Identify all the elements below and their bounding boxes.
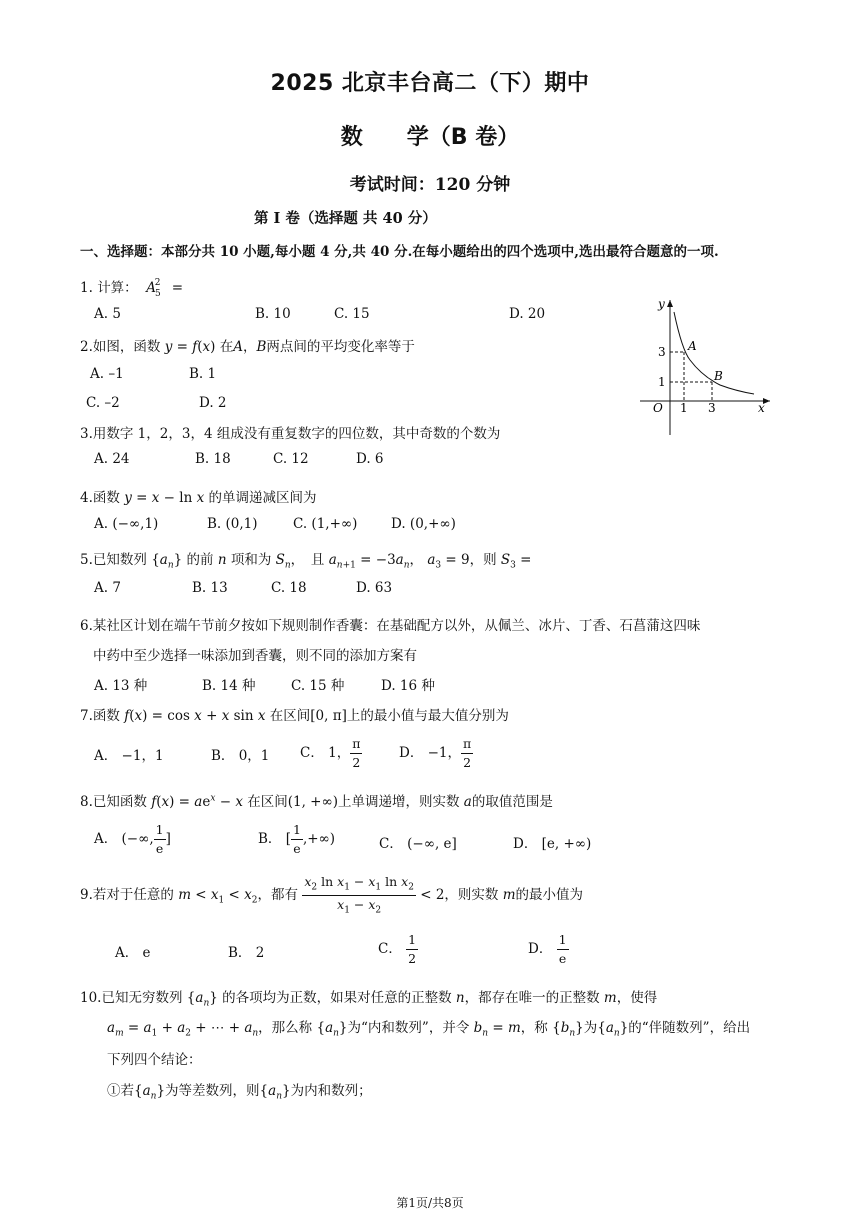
question-3-stem: 用数字 1，2，3，4 组成没有重复数字的四位数，其中奇数的个数为 (92, 426, 501, 442)
graph-y-label: y (658, 297, 665, 311)
math-a: a (463, 794, 472, 810)
math-fx-aex: $f(x) = ae^x - x$ (151, 793, 243, 810)
q7-option-d[interactable]: D． −1， $\frac{\pi}{2}$ (399, 736, 472, 770)
question-8 (80, 790, 553, 810)
question-10-stem-l2a: ，那么称 (258, 1020, 313, 1036)
question-1-stem: 计算： (97, 280, 138, 296)
question-10-item-1b: 为等差数列，则 (165, 1083, 260, 1099)
exam-title: 2025 北京丰台高二（下）期中 (270, 71, 590, 96)
q9-option-c[interactable]: C． $\frac{1}{2}$ (378, 932, 417, 966)
question-2 (80, 335, 415, 355)
graph-point-b: B (714, 369, 723, 383)
graph-point-a: A (688, 339, 697, 353)
math-n: n (217, 552, 227, 568)
exam-subtitle: 数 学（B 卷） (340, 125, 520, 150)
question-5 (80, 548, 531, 571)
math-interval-0-pi: [0, π] (310, 708, 347, 724)
math-fx-cos: f(x) = cos x + x sin x (124, 708, 266, 724)
question-10-stem-l1c: ，都存在唯一的正整数 (464, 990, 600, 1006)
question-2-stem-b: 在 (219, 339, 234, 355)
question-7-stem-b: 在区间 (269, 708, 311, 724)
q7-option-a[interactable]: A． −1，1 (94, 748, 164, 764)
q1-option-c[interactable]: C. 15 (334, 306, 370, 322)
question-8-stem-a: 已知函数 (92, 794, 147, 810)
question-4 (80, 486, 316, 506)
question-5-stem-c: 项和为 (230, 552, 272, 568)
math-an-d: $\{a_n\}$ (134, 1083, 166, 1102)
question-9-number: 9. (80, 887, 93, 903)
question-7-number: 7. (80, 708, 93, 724)
question-10-stem-l2b: 为“内和数列”，并令 (347, 1020, 470, 1036)
graph-tick-x1: 1 (680, 401, 688, 415)
q4-option-b[interactable]: B. (0,1) (207, 516, 258, 532)
q8-option-c[interactable]: C． (−∞, e] (379, 836, 457, 852)
math-m-x1-x2: $m < x_1 < x_2$ (178, 887, 258, 906)
question-5-stem-b: 的前 (186, 552, 214, 568)
math-sn: $S_n$ (275, 552, 291, 571)
question-9-stem-a: 若对于任意的 (92, 887, 174, 903)
q2-option-c[interactable]: C. –2 (86, 395, 120, 411)
question-4-number: 4. (80, 490, 93, 506)
q6-option-c[interactable]: C. 15 种 (291, 678, 345, 694)
question-10-number: 10. (80, 990, 102, 1006)
question-5-stem-d: ， 且 (290, 552, 325, 568)
q5-option-a[interactable]: A. 7 (94, 580, 121, 596)
math-interval-1-inf: (1, +∞) (287, 794, 338, 810)
exam-time: 考试时间：120 分钟 (349, 175, 511, 195)
q9-option-d[interactable]: D． $\frac{1}{e}$ (528, 932, 567, 966)
q2-option-d[interactable]: D. 2 (199, 395, 227, 411)
question-10-line-1 (80, 986, 657, 1009)
question-7-stem-a: 函数 (92, 708, 120, 724)
q2-option-b[interactable]: B. 1 (189, 366, 217, 382)
math-an-b: $\{a_n\}$ (316, 1020, 348, 1039)
math-bn: $\{b_n\}$ (552, 1020, 584, 1039)
q6-option-d[interactable]: D. 16 种 (381, 678, 435, 694)
question-4-stem-a: 函数 (92, 490, 120, 506)
q3-option-b[interactable]: B. 18 (195, 451, 231, 467)
question-10-item-1a: ①若 (107, 1083, 134, 1099)
graph-tick-y3: 3 (658, 345, 666, 359)
question-10-stem-l1b: 的各项均为正数，如果对任意的正整数 (222, 990, 452, 1006)
q9-option-a[interactable]: A． e (115, 945, 151, 961)
question-10-stem-l1d: ，使得 (616, 990, 658, 1006)
q3-option-c[interactable]: C. 12 (273, 451, 309, 467)
question-9 (80, 876, 583, 915)
q9-option-b[interactable]: B． 2 (228, 945, 265, 961)
q4-option-a[interactable]: A. (−∞,1) (94, 516, 159, 532)
question-10-line-2 (107, 1016, 750, 1039)
question-9-stem-c: ，则实数 (444, 887, 499, 903)
question-1-number: 1. (80, 280, 93, 296)
q1-option-b[interactable]: B. 10 (255, 306, 291, 322)
question-10-item-1c: 为内和数列； (290, 1083, 372, 1099)
question-9-stem-d: 的最小值为 (515, 887, 584, 903)
q5-option-c[interactable]: C. 18 (271, 580, 307, 596)
question-2-stem-c: 两点间的平均变化率等于 (266, 339, 415, 355)
question-2-number: 2. (80, 339, 93, 355)
question-10-stem-l2c: ，称 (520, 1020, 548, 1036)
q1-option-a[interactable]: A. 5 (94, 306, 121, 322)
question-7 (80, 704, 509, 724)
q8-option-a[interactable]: A． (−∞, $\frac{1}{e}$ ] (94, 822, 171, 856)
math-y-fx: y = f(x) (164, 339, 216, 355)
section-heading: 一、选择题：本部分共 10 小题,每小题 4 分,共 40 分.在每小题给出的四个选项中,选出最符合题意的一项. (80, 244, 719, 260)
graph-tick-x3: 3 (708, 401, 716, 415)
question-6-stem-l1: 某社区计划在端午节前夕按如下规则制作香囊：在基础配方以外，从佩兰、冰片、丁香、石菖蒲这四味 (92, 618, 701, 634)
math-bn-m: $b_n = m$ (473, 1020, 521, 1039)
math-recurrence: $a_{n+1} = -3a_n$， $a_3 = 9$ (328, 552, 470, 571)
q7-option-c[interactable]: C． 1， $\frac{\pi}{2}$ (300, 736, 361, 770)
math-an-10: $\{a_n\}$ (186, 990, 218, 1009)
q7-option-b[interactable]: B． 0，1 (211, 748, 270, 764)
math-y-x-lnx: y = x − ln x (124, 490, 205, 506)
graph-x-label: x (758, 401, 765, 415)
question-10-item-1 (107, 1079, 372, 1102)
q6-option-b[interactable]: B. 14 种 (202, 678, 256, 694)
math-s3: $S_3$ = (500, 552, 532, 571)
math-an-c: $\{a_n\}$ (597, 1020, 629, 1039)
question-2-stem-a: 如图，函数 (92, 339, 161, 355)
math-inequality: $\frac{x_2 \ln x_1 - x_1 \ln x_2}{x_1 - x_2}$ < 2 (304, 874, 445, 915)
math-an: $\{a_n\}$ (151, 552, 183, 571)
question-4-stem-b: 的单调递减区间为 (208, 490, 317, 506)
question-9-stem-b: ，都有 (257, 887, 299, 903)
question-1-equals: = (171, 280, 184, 296)
question-8-number: 8. (80, 794, 93, 810)
page-footer: 第1页/共8页 (396, 1196, 464, 1210)
math-m: m (502, 887, 516, 903)
q4-option-c[interactable]: C. (1,+∞) (293, 516, 358, 532)
question-3 (80, 422, 500, 442)
question-5-stem-a: 已知数列 (92, 552, 147, 568)
question-5-number: 5. (80, 552, 93, 568)
math-a52: $A_5^2$ (146, 277, 161, 299)
question-8-stem-b: 在区间 (247, 794, 288, 810)
q8-option-b[interactable]: B． [ $\frac{1}{e}$ ,+∞) (258, 822, 336, 856)
q5-option-b[interactable]: B. 13 (192, 580, 228, 596)
graph-origin: O (653, 401, 663, 415)
question-6-line-2: 中药中至少选择一味添加到香囊，则不同的添加方案有 (93, 648, 417, 664)
part-heading: 第 I 卷（选择题 共 40 分） (254, 210, 437, 227)
q1-option-d[interactable]: D. 20 (509, 306, 546, 322)
question-8-stem-d: 的取值范围是 (471, 794, 553, 810)
question-6-line-1 (80, 614, 700, 634)
question-6-number: 6. (80, 618, 93, 634)
math-ab: A，B (233, 339, 267, 355)
math-m-10: m (603, 990, 617, 1006)
graph-tick-y1: 1 (658, 375, 666, 389)
question-1 (80, 276, 183, 299)
q3-option-d[interactable]: D. 6 (356, 451, 384, 467)
question-8-stem-c: 上单调递增，则实数 (338, 794, 460, 810)
math-n-10: n (455, 990, 465, 1006)
q3-option-a[interactable]: A. 24 (94, 451, 130, 467)
question-3-number: 3. (80, 426, 93, 442)
q6-option-a[interactable]: A. 13 种 (94, 678, 148, 694)
q4-option-d[interactable]: D. (0,+∞) (391, 516, 456, 532)
q2-option-a[interactable]: A. –1 (90, 366, 124, 382)
math-sum: $a_m = a_1 + a_2$ + ⋯ + $a_n$ (107, 1020, 259, 1039)
question-10-line-3: 下列四个结论： (107, 1052, 202, 1068)
question-7-stem-c: 上的最小值与最大值分别为 (346, 708, 509, 724)
q8-option-d[interactable]: D． [e, +∞) (513, 836, 592, 852)
math-an-e: $\{a_n\}$ (259, 1083, 291, 1102)
question-10-stem-l1a: 已知无穷数列 (101, 990, 183, 1006)
q5-option-d[interactable]: D. 63 (356, 580, 393, 596)
question-10-stem-l2d: 为 (583, 1020, 598, 1036)
question-10-stem-l2e: 的“伴随数列”，给出 (628, 1020, 751, 1036)
question-5-stem-e: ，则 (469, 552, 497, 568)
function-graph (632, 290, 782, 440)
